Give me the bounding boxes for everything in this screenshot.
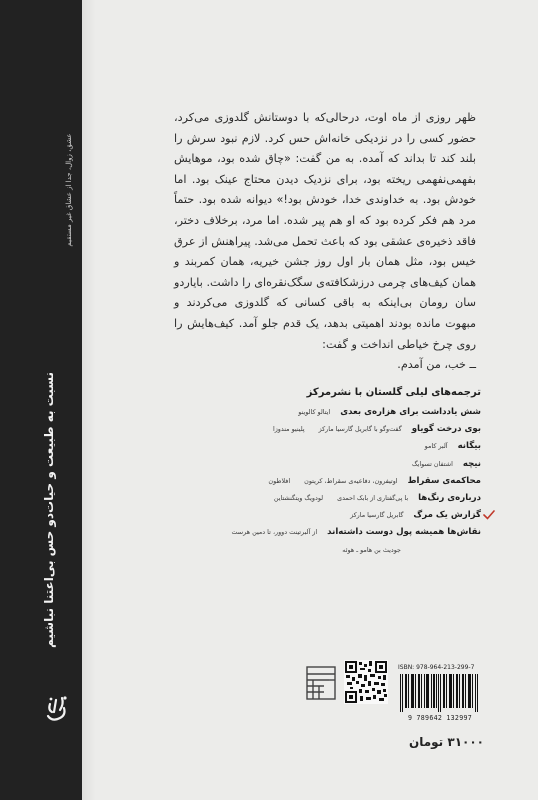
spine-edge — [82, 0, 96, 800]
checkmark-icon — [483, 510, 495, 520]
excerpt-last-line: ــ خب، من آمدم. — [397, 358, 476, 372]
book-item-current — [170, 507, 481, 524]
book-title: محاکمه‌ی سقراط — [407, 475, 481, 486]
book-item — [170, 421, 481, 438]
book-title: شش یادداشت برای هزاره‌ی بعدی — [340, 407, 481, 417]
book-item — [170, 524, 481, 541]
book-item — [170, 456, 481, 473]
book-author: جودیث بن هامو ـ هوئه — [342, 545, 401, 554]
book-note: از آلبرتینت دوور، تا دمین هرست — [231, 528, 318, 537]
barcode-icon — [400, 674, 480, 712]
book-author: اشتفان تسوایگ — [411, 459, 453, 468]
book-item — [170, 490, 481, 507]
book-item — [170, 473, 481, 490]
book-title: نقاش‌ها همیشه پول دوست داشته‌اند — [327, 527, 481, 538]
translations-heading: ترجمه‌های لیلی گلستان با نشرمرکز — [306, 387, 481, 398]
book-title: درباره‌ی رنگ‌ها — [418, 492, 481, 503]
book-author: لودویگ ویتگنشتاین — [273, 493, 324, 502]
book-title: بوی درخت گویاو — [411, 424, 481, 435]
book-author: ایتالو کالوینو — [298, 408, 331, 416]
book-item — [170, 438, 481, 455]
book-note: با پی‌گفتاری از بابک احمدی — [337, 493, 409, 502]
book-title: بیگانه — [457, 441, 481, 452]
spine-title: نسبت به طبیعت و حیات‌دو حس بی‌اعتنا نباشیم — [42, 372, 56, 648]
spine-subtitle: عشق، زوال، جدا از عشاق غیر مستقیم — [65, 133, 73, 247]
barcode-block — [398, 664, 482, 726]
book-title: نیچه — [462, 458, 481, 469]
publisher-logo-icon — [304, 664, 338, 702]
book-item — [170, 404, 481, 421]
translations-list — [170, 387, 481, 559]
book-author: افلاطون — [268, 476, 291, 485]
book-spine — [0, 0, 82, 800]
publisher-logo-icon — [42, 690, 72, 726]
ean-number: 9 789642 132997 — [407, 714, 473, 722]
qr-code-icon — [344, 660, 388, 704]
book-author: پلینیو مندوزا — [272, 425, 305, 434]
book-note: گفت‌وگو با گابریل گارسیا مارکز — [318, 425, 402, 434]
book-title: گزارش یک مرگ — [413, 510, 481, 521]
book-item-continued — [170, 542, 481, 559]
price-label: ۳۱۰۰۰ تومان — [408, 735, 484, 749]
excerpt-paragraph: ظهر روزی از ماه اوت، درحالی‌که با دوستانش گلدوزی می‌کرد، حضور کسی را در نزدیکی خانه‌اش حس کرد. لازم نبود سرش را بلند کند تا بداند که آمده. به من گفت: «چاق شده بود، موهایش بفهمی‌نفهمی ریخته بود، برای نزدیک دیدن محتاج عینک بود. اما خودش بود. به خداوندی خدا، خودش بود!» دیوانه شده بود. حتماً مرد هم فکر کرده بود که او هم پیر شده. اما مرد، برخلاف دختر، فاقد ذخیره‌ی عشقی بود که باعث تحمل می‌شد. پیراهنش از عرق خیس بود، مثل همان بار اول روز جشن خیریه، همان کمربند و همان کیف‌های چرمی درزشکافته‌ی سگک‌نقره‌ای را داشت. بایاردو سان رومان بی‌اینکه به باقی کسانی که گلدوزی می‌کردند و مبهوت مانده بودند اهمیتی بدهد، یک قدم جلو آمد. کیف‌هایش را روی چرخ خیاطی انداخت و گفت: — [174, 111, 476, 351]
book-note: اوتیفرون، دفاعیه‌ی سقراط، کریتون — [304, 476, 398, 485]
book-author: آلبر کامو — [424, 442, 448, 451]
book-author: گابریل گارسیا مارکز — [350, 511, 404, 520]
isbn-text: ISBN: 978-964-213-299-7 — [398, 664, 475, 671]
back-cover-excerpt — [174, 108, 476, 376]
